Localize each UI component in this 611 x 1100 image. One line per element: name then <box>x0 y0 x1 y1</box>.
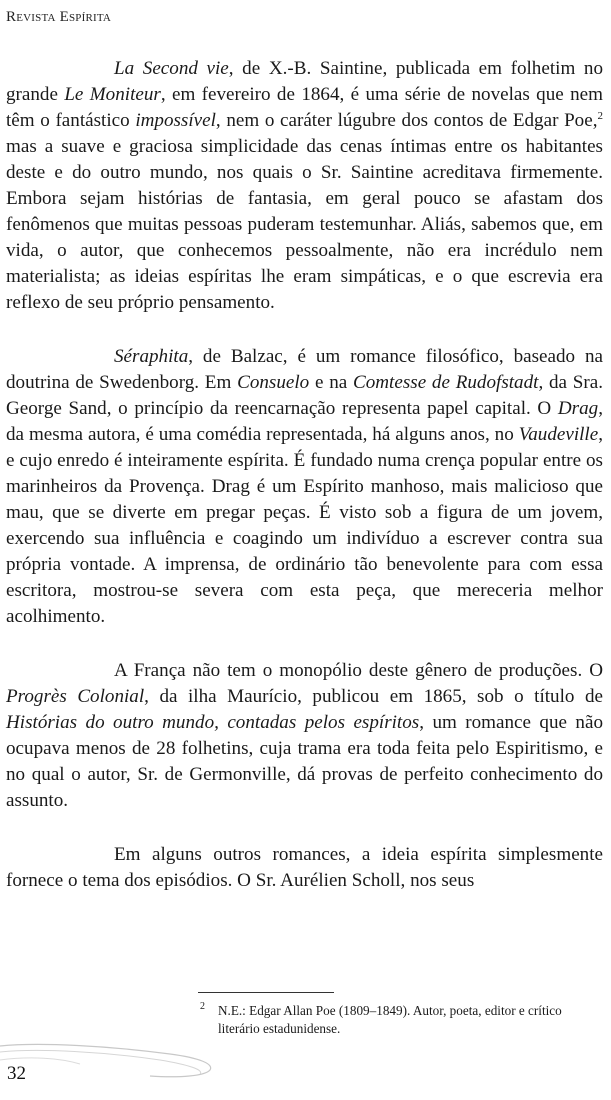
italic-title: Drag <box>557 398 599 419</box>
italic-title: Séraphita <box>114 346 189 367</box>
text-run: , da mesma autora, é uma comédia representada, há alguns anos, no <box>6 398 603 445</box>
italic-title: Histórias do outro mundo, contadas pelos espíritos <box>6 712 420 733</box>
paragraph <box>6 658 603 814</box>
text-run: , da Sra. George Sand, o princípio da reencarnação representa papel capital. O <box>6 372 603 419</box>
text-run: , e cujo enredo é inteiramente espírita. É fundado numa crença popular entre os marinheiros da Provença. Drag é um Espírito manhoso, mais malicioso que mau, que se diverte em pregar peças. É visto sob a figura de um jovem, exercendo sua influência e coagindo um indivíduo a escrever contra sua própria vontade. A imprensa, de ordinário tão benevolente para com essa escritora, mostrou-se severa com esta peça, que mereceria melhor acolhimento. <box>6 424 603 627</box>
footnote-divider <box>198 992 334 993</box>
page-ornament-swoosh <box>0 1040 230 1100</box>
text-run: , nem o caráter lúgubre dos contos de Edgar Poe, <box>215 110 598 131</box>
italic-title: impossível <box>135 110 216 131</box>
text-run: , um romance que não ocupava menos de 28 folhetins, cuja trama era toda feita pelo Espiritismo, e no qual o autor, Sr. de Germonville, dá provas de perfeito conhecimento do assunto. <box>6 712 604 811</box>
footnote <box>200 1002 603 1038</box>
paragraph <box>6 842 603 894</box>
running-header: Revista Espírita <box>6 9 112 25</box>
text-run: mas a suave e graciosa simplicidade das cenas íntimas entre os habitantes deste e do outro mundo, nos quais o Sr. Saintine acreditava firmemente. Embora sejam histórias de fantasia, em geral pouco se afastam dos fenômenos que muitas pessoas puderam testemunhar. Aliás, sabemos que, em vida, o autor, que conhecemos pessoalmente, não era incrédulo nem materialista; as ideias espíritas lhe eram simpáticas, e o que escrevia era reflexo de seu próprio pensamento. <box>6 136 603 313</box>
paragraph <box>6 56 603 316</box>
text-run: , de X.-B. Saintine, publicada em folhetim no grande <box>6 58 604 105</box>
italic-title: Le Moniteur <box>64 84 161 105</box>
body-text <box>6 56 603 894</box>
footnote-number: 2 <box>200 1001 205 1012</box>
footnote-text: N.E.: Edgar Allan Poe (1809–1849). Autor, poeta, editor e crítico literário estadunidense. <box>218 1003 562 1036</box>
text-run: , em fevereiro de 1864, é uma série de novelas que nem têm o fantástico <box>6 84 603 131</box>
footnote-reference[interactable]: 2 <box>597 110 603 122</box>
italic-title: Progrès Colonial <box>6 686 145 707</box>
text-run: , de Balzac, é um romance filosófico, baseado na doutrina de Swedenborg. Em <box>6 346 603 393</box>
text-run: e na <box>309 372 353 393</box>
page-number: 32 <box>7 1063 26 1084</box>
paragraph <box>6 344 603 630</box>
text-run: , da ilha Maurício, publicou em 1865, sob o título de <box>144 686 603 707</box>
italic-title: Comtesse de Rudofstadt <box>352 372 539 393</box>
text-run: A França não tem o monopólio deste gênero de produções. O <box>114 660 603 681</box>
italic-title: La Second vie <box>114 58 229 79</box>
italic-title: Consuelo <box>237 372 310 393</box>
text-run: Em alguns outros romances, a ideia espírita simplesmente fornece o tema dos episódios. O Sr. Aurélien Scholl, nos seus <box>6 844 603 891</box>
italic-title: Vaudeville <box>518 424 599 445</box>
